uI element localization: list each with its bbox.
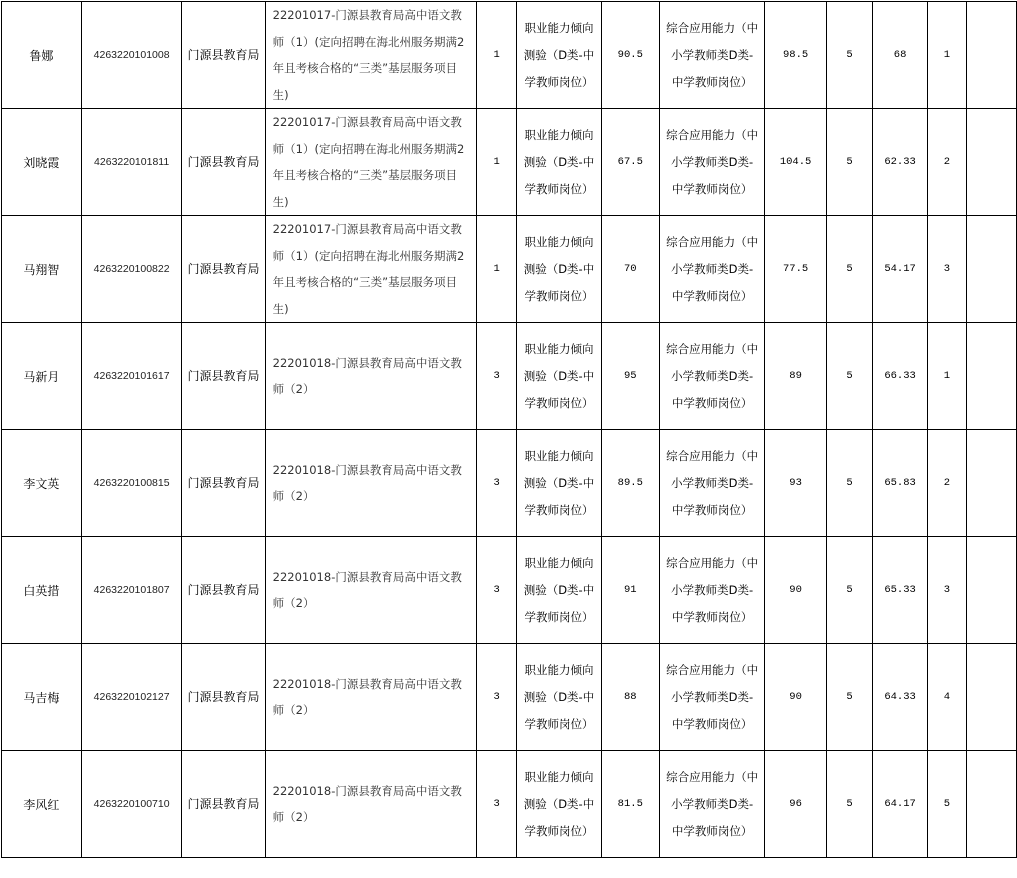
exam-id: 4263220100815 [81, 430, 182, 537]
bonus-points: 5 [826, 2, 873, 109]
subject-2: 综合应用能力（中小学教师类D类-中学教师岗位） [659, 2, 765, 109]
score-1: 89.5 [601, 430, 659, 537]
post-title: 22201017-门源县教育局高中语文教师（1）(定向招聘在海北州服务期满2年且考核合格的“三类”基层服务项目生) [265, 216, 477, 323]
rank: 2 [927, 430, 966, 537]
note [966, 537, 1016, 644]
hiring-unit: 门源县教育局 [182, 751, 265, 858]
score-1: 91 [601, 537, 659, 644]
score-2: 98.5 [765, 2, 826, 109]
table-row [2, 537, 1017, 644]
rank: 3 [927, 537, 966, 644]
total-score: 65.33 [873, 537, 928, 644]
candidate-name: 马新月 [2, 323, 82, 430]
bonus-points: 5 [826, 537, 873, 644]
table-row [2, 2, 1017, 109]
score-2: 93 [765, 430, 826, 537]
score-2: 104.5 [765, 109, 826, 216]
note [966, 644, 1016, 751]
subject-2: 综合应用能力（中小学教师类D类-中学教师岗位） [659, 216, 765, 323]
exam-id: 4263220101811 [81, 109, 182, 216]
subject-2: 综合应用能力（中小学教师类D类-中学教师岗位） [659, 109, 765, 216]
rank: 5 [927, 751, 966, 858]
note [966, 323, 1016, 430]
subject-1: 职业能力倾向测验（D类-中学教师岗位） [517, 751, 602, 858]
score-2: 90 [765, 644, 826, 751]
exam-id: 4263220101617 [81, 323, 182, 430]
table-row [2, 430, 1017, 537]
subject-2: 综合应用能力（中小学教师类D类-中学教师岗位） [659, 537, 765, 644]
hiring-count: 1 [477, 109, 517, 216]
exam-id: 4263220102127 [81, 644, 182, 751]
subject-2: 综合应用能力（中小学教师类D类-中学教师岗位） [659, 644, 765, 751]
score-table [1, 1, 1017, 858]
candidate-name: 马翔智 [2, 216, 82, 323]
total-score: 66.33 [873, 323, 928, 430]
candidate-name: 李风红 [2, 751, 82, 858]
hiring-unit: 门源县教育局 [182, 2, 265, 109]
note [966, 216, 1016, 323]
subject-2: 综合应用能力（中小学教师类D类-中学教师岗位） [659, 751, 765, 858]
hiring-count: 3 [477, 430, 517, 537]
post-title: 22201018-门源县教育局高中语文教师（2） [265, 751, 477, 858]
score-2: 90 [765, 537, 826, 644]
note [966, 109, 1016, 216]
post-title: 22201018-门源县教育局高中语文教师（2） [265, 323, 477, 430]
bonus-points: 5 [826, 109, 873, 216]
bonus-points: 5 [826, 644, 873, 751]
hiring-unit: 门源县教育局 [182, 109, 265, 216]
rank: 1 [927, 2, 966, 109]
subject-1: 职业能力倾向测验（D类-中学教师岗位） [517, 430, 602, 537]
table-row [2, 216, 1017, 323]
candidate-name: 鲁娜 [2, 2, 82, 109]
score-2: 96 [765, 751, 826, 858]
rank: 2 [927, 109, 966, 216]
exam-id: 4263220101008 [81, 2, 182, 109]
subject-1: 职业能力倾向测验（D类-中学教师岗位） [517, 644, 602, 751]
bonus-points: 5 [826, 751, 873, 858]
total-score: 65.83 [873, 430, 928, 537]
score-1: 81.5 [601, 751, 659, 858]
hiring-unit: 门源县教育局 [182, 537, 265, 644]
note [966, 2, 1016, 109]
exam-id: 4263220101807 [81, 537, 182, 644]
score-1: 90.5 [601, 2, 659, 109]
score-1: 70 [601, 216, 659, 323]
bonus-points: 5 [826, 216, 873, 323]
table-row [2, 109, 1017, 216]
candidate-name: 刘晓霞 [2, 109, 82, 216]
table-row [2, 323, 1017, 430]
score-2: 77.5 [765, 216, 826, 323]
post-title: 22201018-门源县教育局高中语文教师（2） [265, 644, 477, 751]
rank: 3 [927, 216, 966, 323]
total-score: 68 [873, 2, 928, 109]
score-1: 95 [601, 323, 659, 430]
note [966, 430, 1016, 537]
hiring-count: 3 [477, 537, 517, 644]
total-score: 54.17 [873, 216, 928, 323]
rank: 4 [927, 644, 966, 751]
bonus-points: 5 [826, 323, 873, 430]
candidate-name: 马吉梅 [2, 644, 82, 751]
rank: 1 [927, 323, 966, 430]
hiring-unit: 门源县教育局 [182, 216, 265, 323]
candidate-name: 白英措 [2, 537, 82, 644]
candidate-name: 李文英 [2, 430, 82, 537]
score-1: 67.5 [601, 109, 659, 216]
post-title: 22201018-门源县教育局高中语文教师（2） [265, 537, 477, 644]
subject-1: 职业能力倾向测验（D类-中学教师岗位） [517, 537, 602, 644]
table-row [2, 644, 1017, 751]
subject-2: 综合应用能力（中小学教师类D类-中学教师岗位） [659, 323, 765, 430]
hiring-count: 1 [477, 216, 517, 323]
subject-1: 职业能力倾向测验（D类-中学教师岗位） [517, 2, 602, 109]
hiring-count: 3 [477, 751, 517, 858]
post-title: 22201018-门源县教育局高中语文教师（2） [265, 430, 477, 537]
hiring-count: 3 [477, 644, 517, 751]
post-title: 22201017-门源县教育局高中语文教师（1）(定向招聘在海北州服务期满2年且考核合格的“三类”基层服务项目生) [265, 2, 477, 109]
total-score: 64.17 [873, 751, 928, 858]
hiring-unit: 门源县教育局 [182, 323, 265, 430]
hiring-count: 3 [477, 323, 517, 430]
bonus-points: 5 [826, 430, 873, 537]
hiring-unit: 门源县教育局 [182, 644, 265, 751]
score-1: 88 [601, 644, 659, 751]
table-row [2, 751, 1017, 858]
subject-1: 职业能力倾向测验（D类-中学教师岗位） [517, 216, 602, 323]
total-score: 64.33 [873, 644, 928, 751]
subject-1: 职业能力倾向测验（D类-中学教师岗位） [517, 109, 602, 216]
exam-id: 4263220100822 [81, 216, 182, 323]
score-table-body [2, 2, 1017, 858]
subject-1: 职业能力倾向测验（D类-中学教师岗位） [517, 323, 602, 430]
score-2: 89 [765, 323, 826, 430]
note [966, 751, 1016, 858]
post-title: 22201017-门源县教育局高中语文教师（1）(定向招聘在海北州服务期满2年且考核合格的“三类”基层服务项目生) [265, 109, 477, 216]
total-score: 62.33 [873, 109, 928, 216]
exam-id: 4263220100710 [81, 751, 182, 858]
subject-2: 综合应用能力（中小学教师类D类-中学教师岗位） [659, 430, 765, 537]
hiring-unit: 门源县教育局 [182, 430, 265, 537]
hiring-count: 1 [477, 2, 517, 109]
